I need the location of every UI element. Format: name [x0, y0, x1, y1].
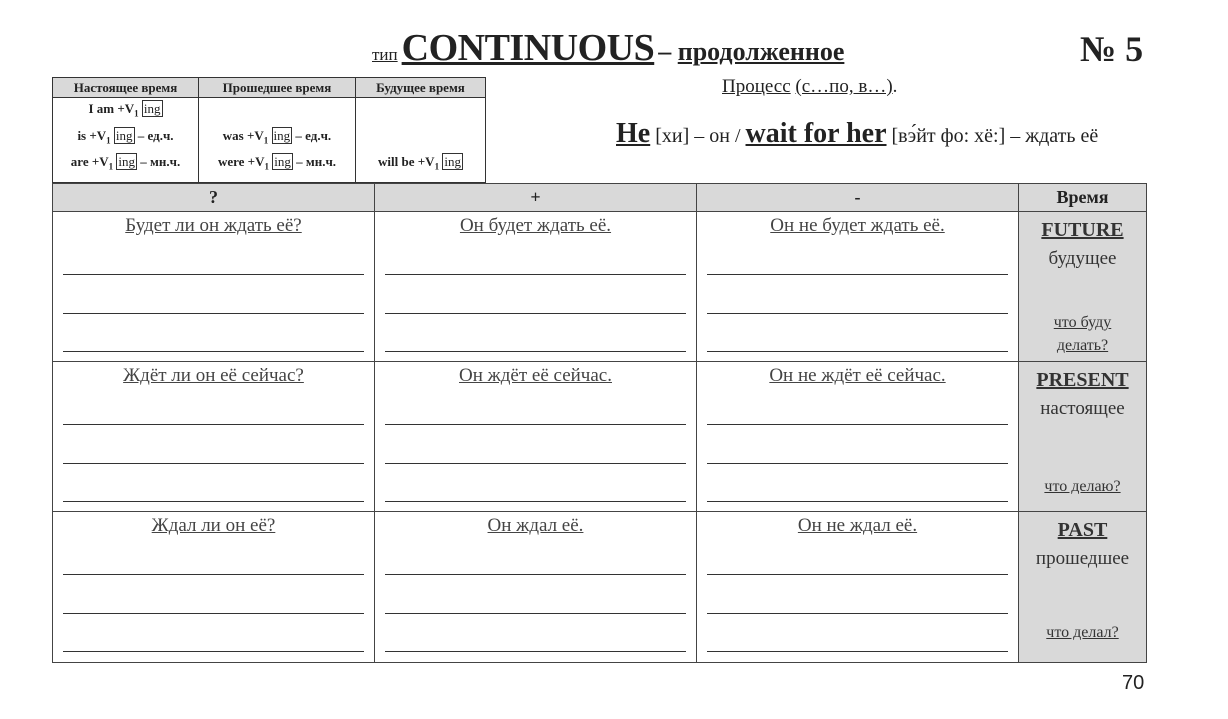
answer-line[interactable] — [385, 501, 686, 502]
answer-line[interactable] — [707, 651, 1008, 652]
header-negative: - — [697, 184, 1019, 211]
prompt-question: Ждёт ли он её сейчас? — [123, 365, 304, 386]
formula-text: was +V — [222, 127, 264, 143]
answer-line[interactable] — [385, 313, 686, 314]
prompt-negative: Он не будет ждать её. — [770, 215, 945, 236]
formula-past-line1 — [199, 125, 355, 152]
prompt-negative: Он не ждёт её сейчас. — [769, 365, 946, 386]
answer-line[interactable] — [707, 463, 1008, 464]
ing-box: ing — [273, 127, 291, 143]
formula-past-line2 — [199, 151, 355, 178]
answer-line[interactable] — [707, 313, 1008, 314]
prompt-question: Ждал ли он её? — [151, 515, 276, 536]
answer-line[interactable] — [707, 351, 1008, 352]
ing-box: ing — [143, 101, 161, 116]
header-positive: + — [375, 184, 697, 211]
formula-text: are +V — [70, 154, 109, 170]
cell-negative — [697, 362, 1019, 511]
formula-past — [199, 98, 356, 183]
title-dash: – — [658, 37, 672, 66]
formula-sub: 1 — [434, 161, 440, 172]
cell-tense-present — [1019, 362, 1146, 511]
answer-line[interactable] — [707, 424, 1008, 425]
tense-russian: прошедшее — [1035, 548, 1130, 569]
answer-line[interactable] — [385, 424, 686, 425]
word-wait-for-her: wait for her — [745, 118, 887, 149]
tense-english: PAST — [1057, 519, 1108, 541]
answer-line[interactable] — [63, 501, 364, 502]
word-wait-translation: [вэ́йт фо: хё:] – ждать её — [891, 125, 1099, 147]
answer-line[interactable] — [707, 501, 1008, 502]
cell-question — [53, 362, 375, 511]
cell-negative — [697, 512, 1019, 662]
answer-line[interactable] — [385, 574, 686, 575]
tense-question-line2: делать? — [1056, 337, 1109, 354]
row-future — [53, 212, 1146, 362]
title-rest — [658, 37, 844, 66]
prompt-positive: Он будет ждать её. — [459, 215, 612, 236]
process-text: Процесс — [722, 76, 791, 97]
process-note — [722, 76, 897, 98]
page-title — [372, 26, 844, 70]
answer-line[interactable] — [385, 613, 686, 614]
answer-line[interactable] — [63, 424, 364, 425]
word-he: He — [616, 118, 651, 149]
tense-russian: будущее — [1048, 248, 1117, 269]
formula-text: – ед.ч. — [137, 127, 174, 143]
title-subtitle: продолженное — [677, 37, 845, 66]
prompt-question: Будет ли он ждать её? — [125, 215, 302, 236]
formula-header-future: Будущее время — [356, 78, 486, 98]
ing-box: ing — [118, 154, 136, 170]
cell-negative — [697, 212, 1019, 361]
prompt-negative: Он не ждал её. — [797, 515, 918, 536]
lesson-number: № 5 — [1080, 29, 1144, 69]
tense-english: PRESENT — [1036, 369, 1129, 391]
formula-header-past: Прошедшее время — [199, 78, 356, 98]
header-question: ? — [53, 184, 375, 211]
formula-text: – ед.ч. — [295, 127, 332, 143]
header-time: Время — [1019, 184, 1146, 211]
tense-english: FUTURE — [1041, 219, 1124, 241]
formula-present-line3 — [53, 151, 198, 178]
formula-present-line1 — [53, 98, 198, 125]
formula-header-present: Настоящее время — [53, 78, 199, 98]
process-detail: (с…по, в…) — [795, 76, 893, 97]
page-number: 70 — [1122, 672, 1145, 694]
formula-sub: 1 — [106, 135, 111, 146]
tense-question-line1: что буду — [1053, 314, 1112, 331]
example-sentence — [616, 118, 1098, 150]
cell-question — [53, 212, 375, 361]
formula-future — [356, 98, 486, 183]
prompt-positive: Он ждёт её сейчас. — [459, 365, 612, 386]
formula-sub: 1 — [134, 108, 139, 119]
formula-text: were +V — [217, 154, 265, 170]
answer-line[interactable] — [707, 574, 1008, 575]
answer-line[interactable] — [63, 313, 364, 314]
title-prefix: тип — [372, 45, 398, 64]
ing-box: ing — [274, 154, 291, 170]
prompt-positive: Он ждал её. — [487, 515, 584, 536]
cell-tense-past — [1019, 512, 1146, 662]
formula-text: is +V — [77, 127, 107, 143]
tense-russian: настоящее — [1040, 398, 1125, 419]
answer-line[interactable] — [385, 463, 686, 464]
grid-header-row — [53, 184, 1146, 212]
row-past — [53, 512, 1146, 662]
formula-present — [53, 98, 199, 183]
formula-text: – мн.ч. — [296, 154, 337, 170]
formula-text: – мн.ч. — [140, 154, 181, 170]
formula-text: I am +V — [88, 101, 135, 116]
exercise-grid — [52, 183, 1147, 663]
answer-line[interactable] — [707, 274, 1008, 275]
row-present — [53, 362, 1146, 512]
answer-line[interactable] — [707, 613, 1008, 614]
formula-sub: 1 — [264, 161, 269, 172]
answer-line[interactable] — [63, 351, 364, 352]
answer-line[interactable] — [385, 651, 686, 652]
cell-positive — [375, 362, 697, 511]
cell-question — [53, 512, 375, 662]
cell-tense-future — [1019, 212, 1146, 361]
cell-positive — [375, 212, 697, 361]
process-end: . — [892, 76, 898, 97]
answer-line[interactable] — [385, 351, 686, 352]
ing-box: ing — [444, 154, 461, 170]
formula-table — [52, 77, 486, 183]
ing-box: ing — [115, 127, 133, 143]
answer-line[interactable] — [63, 574, 364, 575]
answer-line[interactable] — [63, 613, 364, 614]
formula-sub: 1 — [263, 135, 269, 146]
formula-text: will be +V — [378, 154, 435, 170]
tense-question-line1: что делаю? — [1044, 478, 1121, 495]
formula-sub: 1 — [108, 161, 114, 172]
tense-question-line1: что делал? — [1046, 624, 1119, 641]
formula-present-line2 — [53, 125, 198, 152]
title-main: CONTINUOUS — [401, 27, 655, 69]
answer-line[interactable] — [63, 274, 364, 275]
formula-future-line1 — [356, 151, 485, 178]
word-he-translation: [хи] – он / — [655, 125, 741, 147]
answer-line[interactable] — [385, 274, 686, 275]
answer-line[interactable] — [63, 651, 364, 652]
answer-line[interactable] — [63, 463, 364, 464]
cell-positive — [375, 512, 697, 662]
